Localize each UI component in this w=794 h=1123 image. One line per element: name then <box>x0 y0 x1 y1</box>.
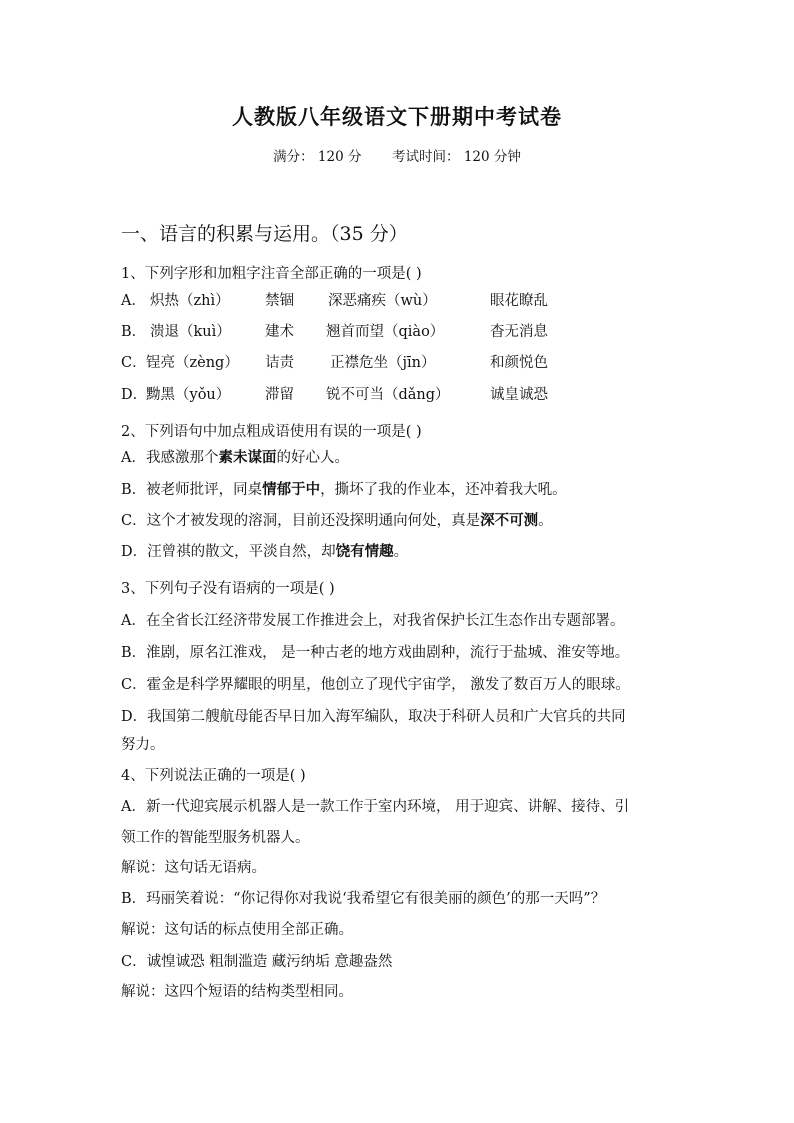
idiom: 素未谋面 <box>218 449 277 466</box>
q1-stem: 1、下列字形和加粗字注音全部正确的一项是( ) <box>121 266 422 282</box>
q3-stem: 3、下列句子没有语病的一项是( ) <box>121 581 335 597</box>
q1-option-item: 诚皇诚恐 <box>490 387 548 403</box>
q1-option-item: 锃亮（zèng） <box>146 355 239 371</box>
q1-option-label: C． <box>121 355 147 371</box>
q4-note-c: 解说：这四个短语的结构类型相同。 <box>121 984 353 1000</box>
q1-option-item: 杳无消息 <box>490 324 548 340</box>
q1-option-item: 炽热（zhì） <box>150 293 230 309</box>
q4-option-b: B．玛丽笑着说：“你记得你对我说‘我希望它有很美丽的颜色’的那一天吗”？ <box>121 891 606 907</box>
q1-option-item: 滞留 <box>265 387 294 403</box>
exam-info <box>0 145 794 165</box>
q1-option-item: 建术 <box>265 324 294 340</box>
q4-option-a: A．新一代迎宾展示机器人是一款工作于室内环境， 用于迎宾、讲解、接待、引 <box>121 799 630 815</box>
q1-option-item: 和颜悦色 <box>490 355 548 371</box>
q1-option-item: 翘首而望（qiào） <box>326 324 445 340</box>
q1-option-item: 锐不可当（dǎng） <box>326 387 450 403</box>
q1-option-label: A． <box>121 293 146 309</box>
q4-note-b: 解说：这句话的标点使用全部正确。 <box>121 922 353 938</box>
section-heading: 一、语言的积累与运用。（35 分） <box>121 223 408 245</box>
full-score: 满分： 120 分 <box>273 149 362 165</box>
q3-option-b: B．淮剧，原名江淮戏， 是一种古老的地方戏曲剧种，流行于盐城、淮安等地。 <box>121 645 630 661</box>
q4-stem: 4、下列说法正确的一项是( ) <box>121 768 306 784</box>
idiom: 情郁于中 <box>262 481 321 498</box>
idiom: 深不可测 <box>480 512 539 529</box>
q1-option-label: D． <box>121 387 148 403</box>
q2-option-b: B．被老师批评，同桌情郁于中，撕坏了我的作业本，还冲着我大吼。 <box>121 481 567 498</box>
q3-option-d: D．我国第二艘航母能否早日加入海军编队，取决于科研人员和广大官兵的共同 <box>121 709 626 725</box>
q1-option-item: 深恶痛疾（wù） <box>328 293 437 309</box>
q1-option-item: 禁锢 <box>265 293 294 309</box>
q1-option-item: 正襟危坐（jīn） <box>330 355 436 371</box>
exam-time: 考试时间： 120 分钟 <box>392 149 521 165</box>
q3-option-d-cont: 努力。 <box>121 737 165 753</box>
q2-option-a: A．我感激那个素未谋面的好心人。 <box>121 449 349 466</box>
q2-option-c: C．这个才被发现的溶洞，目前还没探明通向何处，真是深不可测。 <box>121 512 553 529</box>
page-title: 人教版八年级语文下册期中考试卷 <box>232 104 562 129</box>
idiom: 饶有情趣 <box>335 543 394 560</box>
q3-option-a: A．在全省长江经济带发展工作推进会上，对我省保护长江生态作出专题部署。 <box>121 613 625 629</box>
q1-option-item: 眼花瞭乱 <box>490 293 548 309</box>
q4-option-c: C．诚惶诚恐 粗制滥造 藏污纳垢 意趣盎然 <box>121 954 393 970</box>
q4-note-a: 解说：这句话无语病。 <box>121 860 266 876</box>
q4-option-a-cont: 领工作的智能型服务机器人。 <box>121 830 310 846</box>
q1-option-item: 黝黑（yǒu） <box>146 387 231 403</box>
q3-option-c: C．霍金是科学界耀眼的明星，他创立了现代宇宙学， 激发了数百万人的眼球。 <box>121 677 630 693</box>
q1-option-label: B． <box>121 324 147 340</box>
q2-stem: 2、下列语句中加点粗成语使用有误的一项是( ) <box>121 424 422 440</box>
q2-option-d: D．汪曾祺的散文，平淡自然，却饶有情趣。 <box>121 543 409 560</box>
q1-option-item: 诘责 <box>265 355 294 371</box>
q1-option-item: 溃退（kuì） <box>150 324 231 340</box>
